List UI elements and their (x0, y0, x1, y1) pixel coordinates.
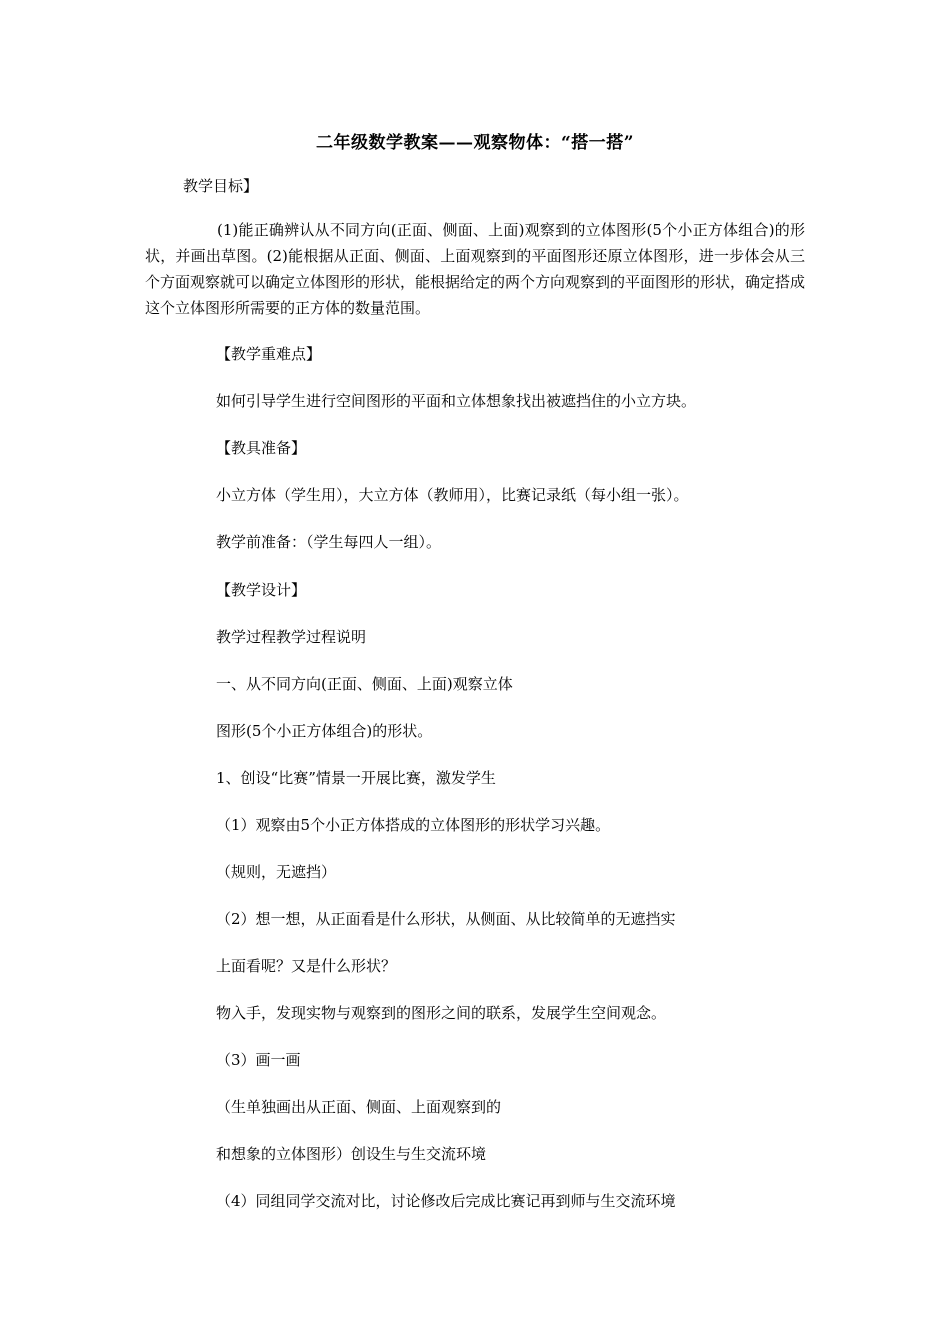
step-one-sub-3: （3）画一画 (216, 1051, 301, 1069)
teaching-aids-text: 小立方体（学生用），大立方体（教师用），比赛记录纸（每小组一张）。 (216, 486, 689, 504)
observation-note: 物入手，发现实物与观察到的图形之间的联系，发展学生空间观念。 (216, 1004, 667, 1022)
step-one-sub-2: （2）想一想，从正面看是什么形状，从侧面、从比较简单的无遮挡实 (216, 910, 676, 928)
goals-text: (1)能正确辨认从不同方向(正面、侧面、上面)观察到的立体图形(5个小正方体组合)的形状，并画出草图。(2)能根据从正面、侧面、上面观察到的平面图形还原立体图形，进一步体会从三个方面观察就可以确定立体图形的形状，能根据给定的两个方向观察到的平面图形的形状，确定搭成这个立体图形所需要的正方体的数量范围。 (145, 221, 806, 317)
preparation-text: 教学前准备：（学生每四人一组）。 (216, 533, 442, 551)
document-title: 二年级数学教案——观察物体：“搭一搭” (315, 133, 635, 153)
rule-note: （规则，无遮挡） (216, 863, 337, 881)
step-one-sub-2-continued: 上面看呢？又是什么形状？ (216, 957, 397, 975)
drawing-instruction: （生单独画出从正面、侧面、上面观察到的 (216, 1098, 502, 1116)
step-one-sub-4: （4）同组同学交流对比，讨论修改后完成比赛记再到师与生交流环境 (216, 1192, 676, 1210)
drawing-instruction-continued: 和想象的立体图形）创设生与生交流环境 (216, 1145, 487, 1163)
goals-heading: 教学目标】 (183, 177, 259, 195)
part-one-continued: 图形(5个小正方体组合)的形状。 (216, 722, 433, 740)
step-one-text: 1、创设“比赛”情景一开展比赛，激发学生 (216, 769, 496, 787)
process-heading: 教学过程教学过程说明 (216, 628, 367, 646)
section-heading-teaching-aids: 【教具准备】 (216, 439, 307, 457)
key-points-text: 如何引导学生进行空间图形的平面和立体想象找出被遮挡住的小立方块。 (216, 392, 697, 410)
step-one-sub-1: （1）观察由5个小正方体搭成的立体图形的形状学习兴趣。 (216, 816, 611, 834)
section-heading-key-points: 【教学重难点】 (216, 345, 322, 363)
goals-paragraph (145, 217, 805, 321)
section-heading-design: 【教学设计】 (216, 581, 307, 599)
part-one-heading: 一、从不同方向(正面、侧面、上面)观察立体 (216, 675, 513, 693)
